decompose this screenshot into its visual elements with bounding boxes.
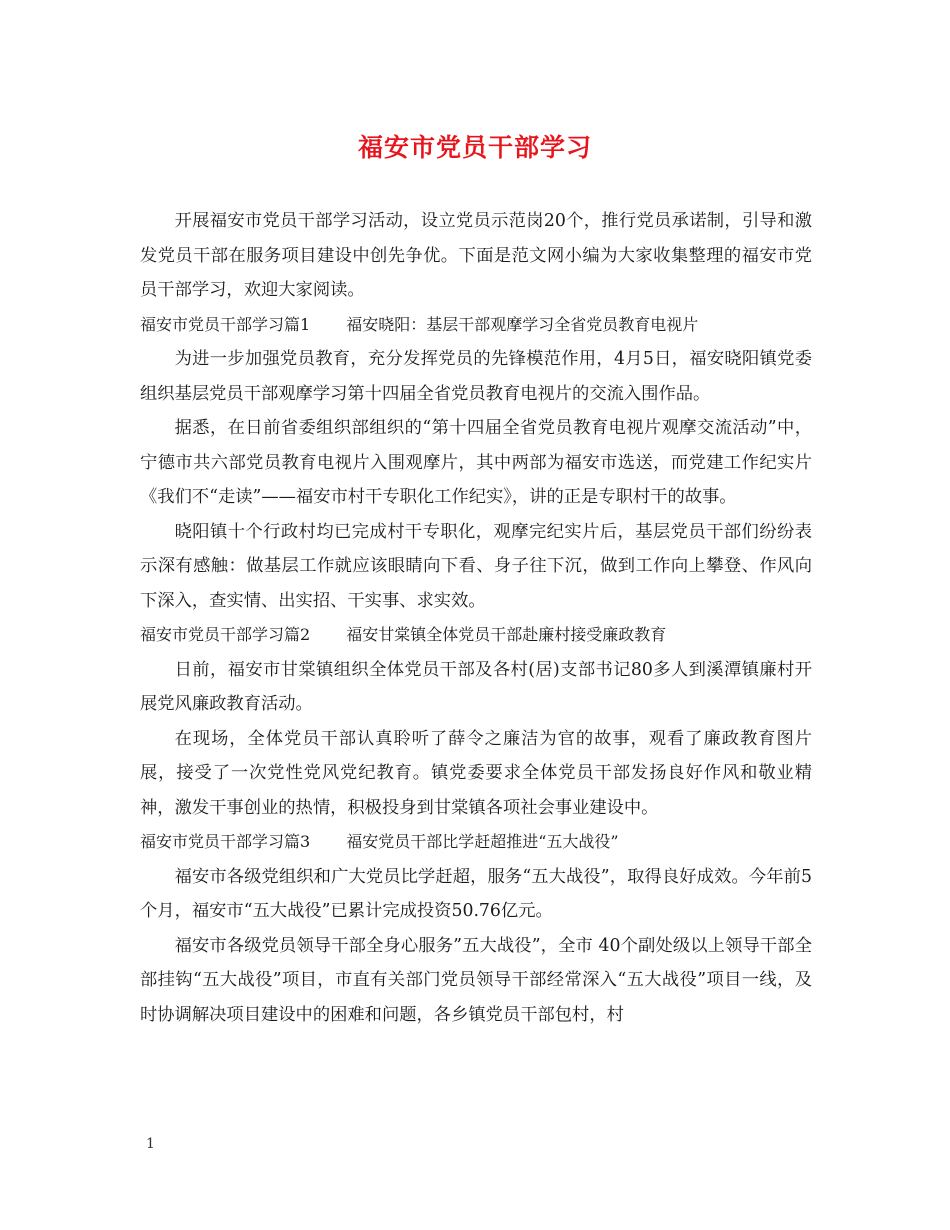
document-body (140, 204, 812, 1032)
paragraph: 开展福安市党员干部学习活动，设立党员示范岗20个，推行党员承诺制，引导和激发党员干部在服务项目建设中创先争优。下面是范文网小编为大家收集整理的福安市党员干部学习，欢迎大家阅读。 (140, 211, 812, 300)
section-label: 福安市党员干部学习篇1 (140, 314, 311, 334)
section-headline: 福安晓阳：基层干部观摩学习全省党员教育电视片 (346, 314, 699, 334)
section-heading (140, 825, 812, 860)
paragraph: 为进一步加强党员教育，充分发挥党员的先锋模范作用，4月5日，福安晓阳镇党委组织基层党员干部观摩学习第十四届全省党员教育电视片的交流入围作品。 (140, 349, 812, 404)
paragraph: 晓阳镇十个行政村均已完成村干专职化，观摩完纪实片后，基层党员干部们纷纷表示深有感触：做基层工作就应该眼睛向下看、身子往下沉，做到工作向上攀登、作风向下深入，查实情、出实招、干实事、求实效。 (140, 521, 812, 611)
paragraph: 据悉，在日前省委组织部组织的“第十四届全省党员教育电视片观摩交流活动”中，宁德市共六部党员教育电视片入围观摩片，其中两部为福安市选送，而党建工作纪实片《我们不“走读”——福安市村干专职化工作纪实》，讲的正是专职村干的故事。 (140, 418, 812, 507)
section-label: 福安市党员干部学习篇3 (140, 832, 311, 851)
section-heading (140, 308, 812, 343)
section-headline: 福安党员干部比学赶超推进“五大战役” (346, 832, 619, 851)
paragraph: 福安市各级党组织和广大党员比学赶超，服务“五大战役”，取得良好成效。今年前5个月，福安市“五大战役”已累计完成投资50.76亿元。 (140, 866, 812, 921)
section-heading (140, 618, 812, 653)
paragraph: 在现场，全体党员干部认真聆听了薛令之廉洁为官的故事，观看了廉政教育图片展，接受了一次党性党风党纪教育。镇党委要求全体党员干部发扬良好作风和敬业精神，激发干事创业的热情，积极投身到甘棠镇各项社会事业建设中。 (140, 728, 812, 818)
section-headline: 福安甘棠镇全体党员干部赴廉村接受廉政教育 (346, 625, 667, 644)
section-label: 福安市党员干部学习篇2 (140, 625, 311, 644)
page-number: 1 (146, 1136, 155, 1152)
paragraph: 日前，福安市甘棠镇组织全体党员干部及各村(居)支部书记80多人到溪潭镇廉村开展党风廉政教育活动。 (140, 659, 812, 714)
document-title: 福安市党员干部学习 (357, 133, 592, 162)
paragraph: 福安市各级党员领导干部全身心服务”五大战役”，全市 40个副处级以上领导干部全部挂钩“五大战役”项目，市直有关部门党员领导干部经常深入“五大战役”项目一线，及时协调解决项目建设中的困难和问题，各乡镇党员干部包村，村 (140, 935, 812, 1025)
